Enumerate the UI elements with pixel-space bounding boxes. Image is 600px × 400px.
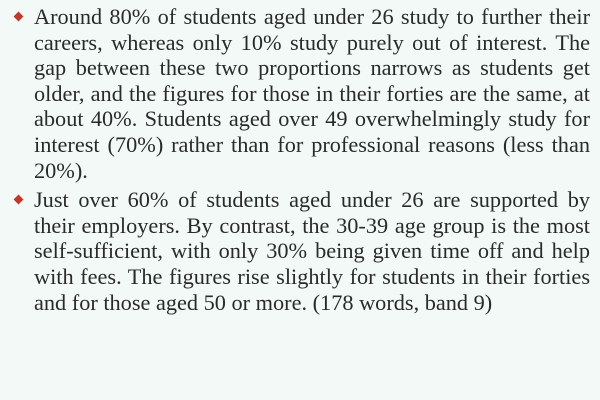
diamond-bullet-icon (14, 195, 24, 205)
bullet-item-2 (6, 187, 590, 315)
diamond-bullet-icon (14, 12, 24, 22)
bullet-text-1: Around 80% of students aged under 26 study to further their careers, whereas only 10% study purely out of interest. The gap between these two proportions narrows as students get older, and the figures for those in their forties are the same, at about 40%. Students aged over 49 overwhelmingly study for interest (70%) rather than for professional reasons (less than 20%). (34, 4, 590, 183)
bullet-list (6, 4, 590, 315)
bullet-item-1 (6, 4, 590, 183)
bullet-text-2: Just over 60% of students aged under 26 are supported by their employers. By contrast, the 30-39 age group is the most self-sufficient, with only 30% being given time off and help with fees. The figures rise slightly for students in their forties and for those aged 50 or more. (178 words, band 9) (34, 187, 590, 315)
